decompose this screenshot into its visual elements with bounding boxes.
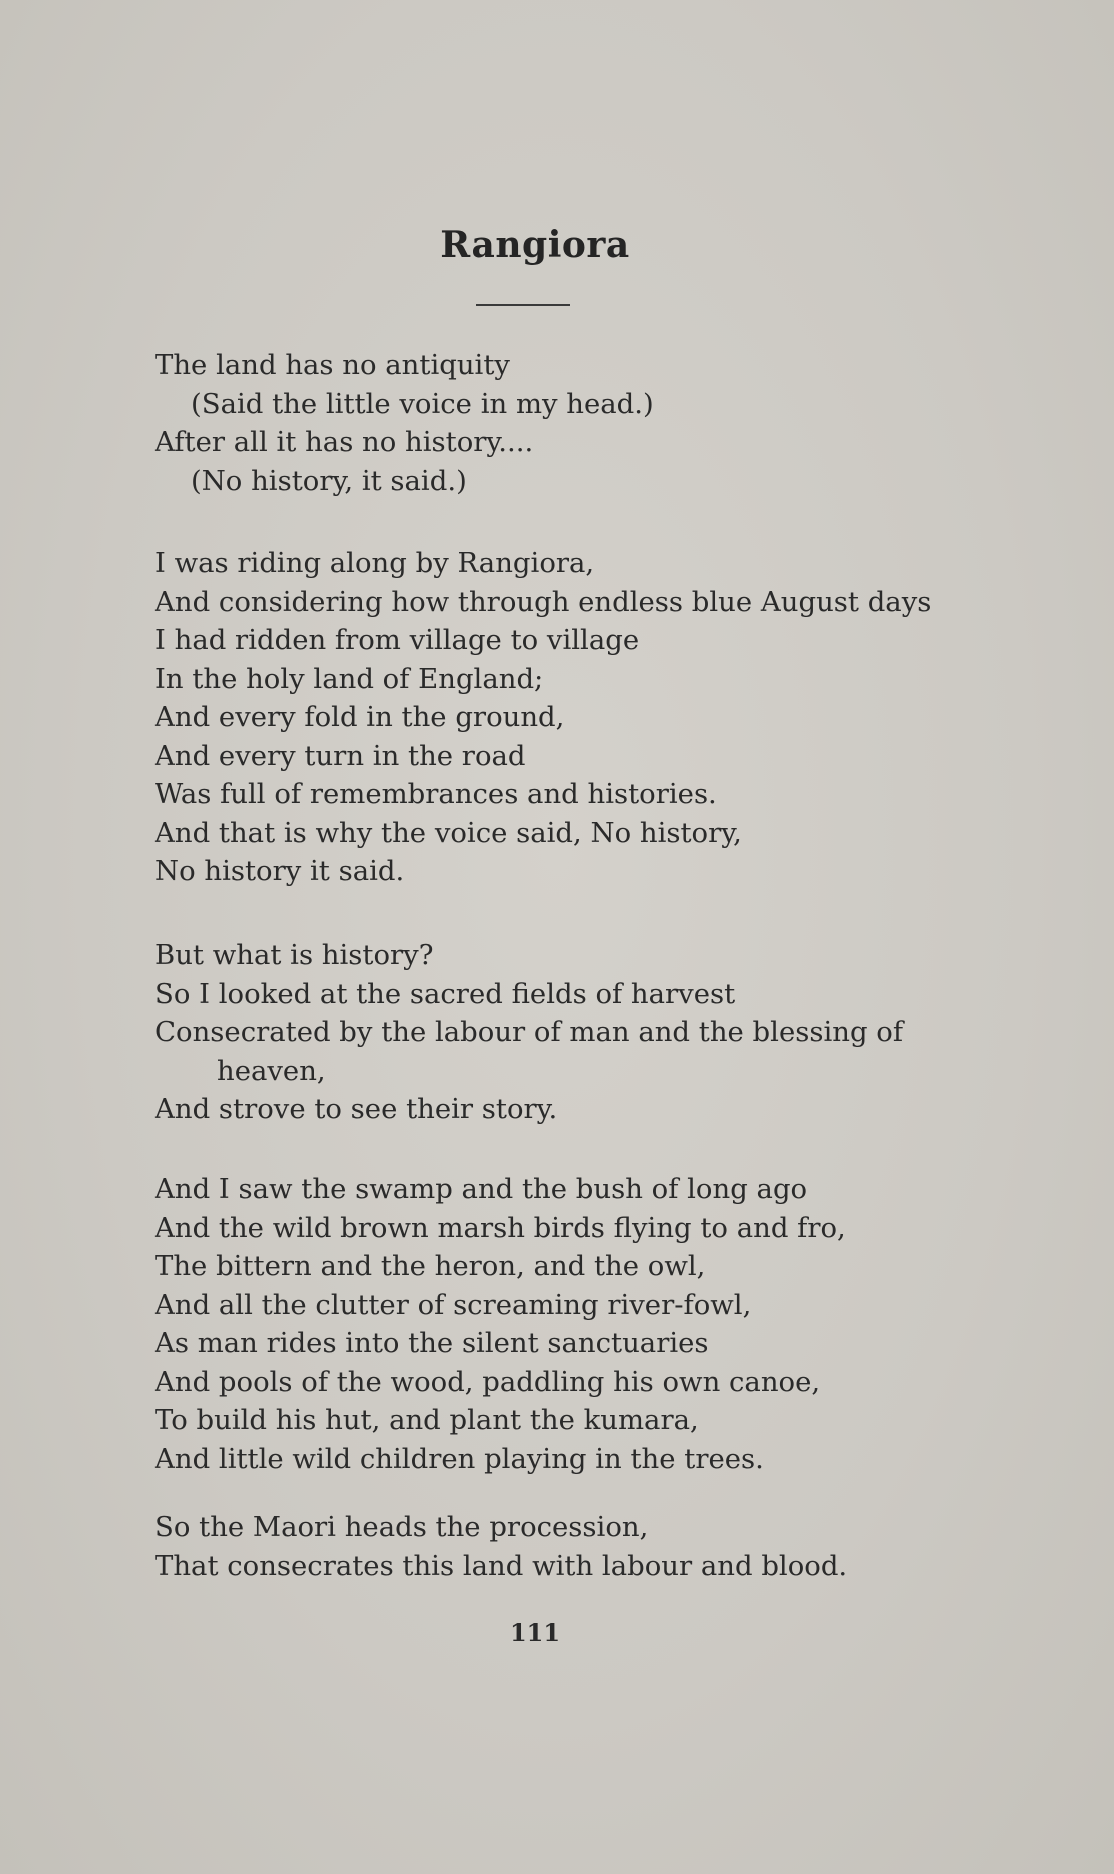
poem-line: And I saw the swamp and the bush of long ago (155, 1173, 808, 1205)
poem-line: The bittern and the heron, and the owl, (155, 1250, 706, 1282)
stanza-1 (155, 346, 654, 500)
poem-line: heaven, (217, 1054, 326, 1087)
poem-line: That consecrates this land with labour and blood. (155, 1549, 848, 1582)
page-number: 111 (509, 1618, 561, 1647)
poem-line: So I looked at the sacred fields of harvest (155, 977, 736, 1010)
poem-line: And pools of the wood, paddling his own canoe, (155, 1365, 821, 1398)
poem-line: In the holy land of England; (155, 662, 544, 695)
stanza-4 (155, 1170, 846, 1478)
stanza-3 (155, 936, 903, 1129)
poem-line: So the Maori heads the procession, (155, 1511, 649, 1543)
poem-line: And every turn in the road (155, 739, 526, 772)
poem-line: Consecrated by the labour of man and the blessing of (155, 1016, 904, 1048)
poem-line: The land has no antiquity (155, 349, 510, 381)
poem-line: As man rides into the silent sanctuaries (155, 1327, 709, 1359)
poem-line: And that is why the voice said, No history, (155, 816, 742, 849)
poem-line: And the wild brown marsh birds flying to and fro, (155, 1211, 846, 1244)
poem-line: (No history, it said.) (191, 464, 467, 497)
poem-title: Rangiora (440, 224, 630, 266)
poem-line: And strove to see their story. (155, 1093, 558, 1125)
poem-line: To build his hut, and plant the kumara, (155, 1404, 699, 1436)
poem-line: But what is history? (155, 939, 434, 971)
title-rule (476, 304, 570, 306)
poem-line: And considering how through endless blue August days (155, 585, 932, 618)
poem-line: No history it said. (155, 855, 405, 887)
stanza-2 (155, 544, 931, 891)
stanza-5 (155, 1508, 847, 1585)
poem-line: And every fold in the ground, (155, 701, 565, 733)
poem-line: (Said the little voice in my head.) (191, 387, 654, 420)
poem-line: I had ridden from village to village (155, 624, 640, 656)
poem-line: And little wild children playing in the trees. (155, 1442, 764, 1475)
poem-line: And all the clutter of screaming river-fowl, (155, 1288, 752, 1321)
poem-line: I was riding along by Rangiora, (155, 547, 595, 579)
poem-line: Was full of remembrances and histories. (155, 778, 717, 810)
poem-line: After all it has no history.... (155, 426, 534, 458)
